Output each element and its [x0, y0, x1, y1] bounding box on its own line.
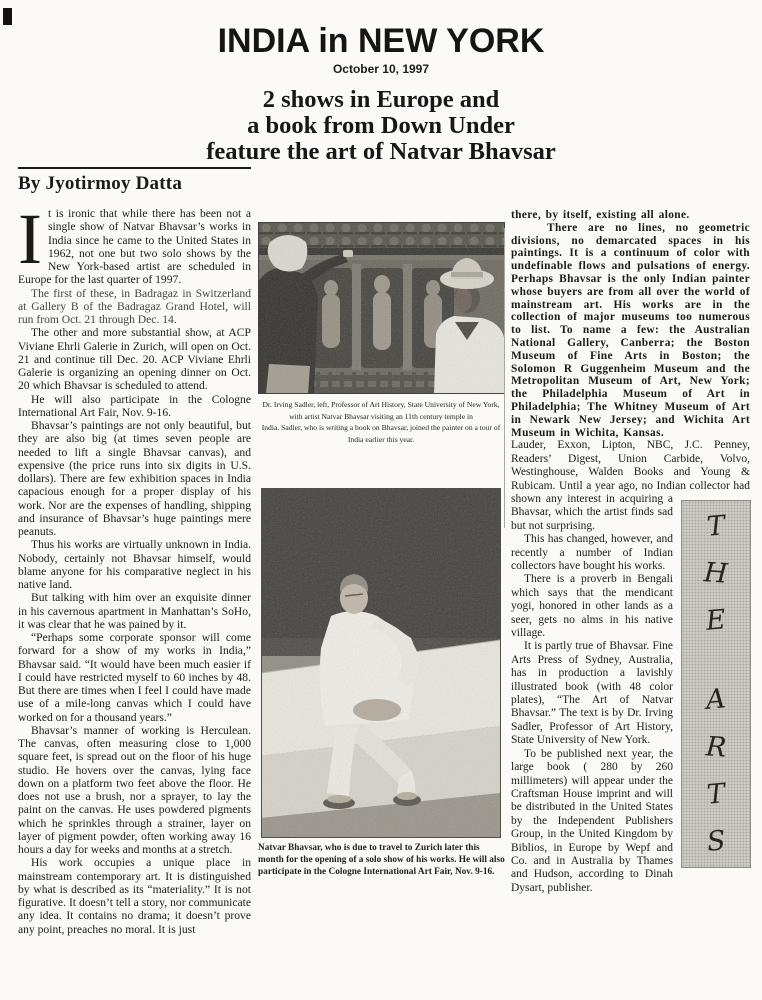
left-column	[18, 199, 251, 936]
paragraph: “Perhaps some corporate sponsor will come forward for a show of my works in India,” Bhavsar said. “It would have been much easier if I could have restricted myself to 60 inches by 48. But there are times when I feel I could have made use of a mile-long canvas which I could have worked on for a thousand years.”	[18, 631, 251, 724]
photo-bhavsar-seated	[261, 488, 501, 838]
photo1-caption	[254, 399, 508, 445]
paragraph: There is a proverb in Bengali which says that the mendicant yogi, honored in other lands as a seer, gets no alms in his native village.	[511, 573, 673, 640]
paragraph: The first of these, in Badragaz in Switzerland at Gallery B of the Badragaz Grand Hotel, will run from Oct. 21 through Dec. 14.	[18, 286, 251, 326]
banner-letter: A	[704, 683, 728, 717]
drop-cap: I	[18, 199, 42, 279]
paragraph: Bhavsar’s manner of working is Herculean. The canvas, often measuring close to 1,000 square feet, is spread out on the floor of his huge studio. He hovers over the canvas, lying face down on a platform two feet above the floor. He does not use a brush, nor a sprayer, to lay the paint on the canvas. He uses powdered pigments which he sprinkles through a strainer, layer on layer of pigment powder, often working away 16 hours a day for weeks and months at a stretch.	[18, 723, 251, 856]
headline-line: 2 shows in Europe and	[262, 86, 500, 113]
paragraph: He will also participate in the Cologne International Art Fair, Nov. 9-16.	[18, 392, 251, 419]
publication-title: INDIA in NEW YORK	[217, 22, 545, 60]
article-headline	[0, 87, 762, 165]
caption-line: Dr. Irving Sadler, left, Professor of Art History, State University of New York,	[262, 400, 500, 409]
paragraph: But talking with him over an exquisite dinner in his cavernous apartment in Manhattan’s SoHo, it was clear that he was pained by it.	[18, 591, 251, 631]
banner-letter: T	[705, 778, 727, 811]
paragraph: There are no lines, no geometric divisions, no demarcated spaces in his paintings. It is a continuum of color with undefinable flows and pulsations of energy. Perhaps Bhavsar is the only Indian painter whose buyers are from all over the world of mainstream art. His works are in the collection of major museums too numerous to list. To name a few: the Australian National Gallery, Canberra; the Boston Museum of Fine Arts in Boston; the Solomon R Guggenheim Museum and the Metropolitan Museum of Art, New York; the Philadelphia Museum of Art in Philadelphia; The Whitney Museum of Art in Newark New Jersey; and Wichita Art Museum in Wichita, Kansas.	[511, 221, 750, 439]
banner-letter: R	[704, 730, 728, 764]
paragraph-text: t is ironic that while there has been not a single show of Natvar Bhavsar’s works in India since he came to the United States in 1962, not one but two solo shows by the New York-based artist are scheduled in Europe for the last quarter of 1997.	[18, 207, 251, 287]
paragraph: This has changed, however, and recently a number of Indian collectors have bought his works.	[511, 533, 673, 572]
paragraph	[18, 199, 251, 287]
paragraph: The other and more substantial show, at ACP Viviane Ehrli Galerie in Zurich, will open on Oct. 21 and continue till Dec. 20. ACP Viviane Ehrli Galerie is organizing an opening dinner on Oct. 20 which Bhavsar is scheduled to attend.	[18, 326, 251, 393]
paragraph: Bhavsar’s paintings are not only beautiful, but they are also big (at times seven people are needed to lift a single Bhavsar canvas), and expensive (the price runs into six digits in U.S. dollars). There are few exhibition spaces in India capacious enough for a proper display of his work. Nor are the expenses of handling, shipping and insurance of Bhavsar’s huge paintings mere peanuts.	[18, 419, 251, 538]
caption-line: with artist Natvar Bhavsar visiting an 11th century temple in	[289, 411, 473, 421]
banner-letter: T	[705, 510, 727, 543]
paragraph: His work occupies a unique place in mainstream contemporary art. It is distinguished by what is described as its “materiality.” It is not figurative. It doesn’t tell a story, nor communicate any idea. It contains no drama; it doesn’t prove any point, preaches no moral. It is just	[18, 856, 251, 936]
float-spacer	[750, 209, 751, 500]
headline-line: feature the art of Natvar Bhavsar	[206, 138, 556, 165]
paragraph: It is partly true of Bhavsar. Fine Arts Press of Sydney, Australia, has in production a lavishly illustrated book (with 48 color plates), “The Art of Natvar Bhavsar.” The text is by Dr. Irving Sadler, Professor of Art History, State University of New York.	[511, 640, 673, 747]
paragraph: there, by itself, existing all alone.	[511, 209, 690, 221]
headline-line: a book from Down Under	[247, 112, 515, 139]
byline: By Jyotirmoy Datta	[18, 167, 251, 195]
issue-date: October 10, 1997	[332, 62, 430, 76]
photo-sadler-bhavsar-temple	[258, 222, 505, 394]
banner-letter: S	[705, 825, 727, 858]
right-column	[511, 209, 751, 895]
banner-letter: H	[703, 557, 729, 590]
banner-letter: E	[704, 604, 728, 638]
paragraph: Lauder, Exxon, Lipton, NBC, J.C. Penney, Readers’ Digest, Union Carbide, Volvo, Westinghouse, Walden Books and Young & Rubicam. Until a year ago, no Indian collector had shown any interest in acquiring a Bhavsar, which the artist finds sad but not surprising.	[511, 439, 750, 532]
photo2-caption: Natvar Bhavsar, who is due to travel to Zurich later this month for the opening of a solo show of his works. He will also participate in the Cologne International Art Fair, Nov. 9-16.	[258, 843, 505, 877]
paragraph: To be published next year, the large book ( 280 by 260 millimeters) will appear under the Craftsman House imprint and will be distributed in the United States by the Independent Publishers Group, in the United Kingdom by Biblios, in Europe by Wepf and Co. and in Australia by Thames and Hudson, according to Dinah Dysart, publisher.	[511, 747, 673, 894]
paragraph: Thus his works are virtually unknown in India. Nobody, certainly not Bhavsar himself, would blame anyone for his comparative neglect in his native land.	[18, 538, 251, 591]
caption-line: India. Sadler, who is writing a book on Bhavsar, joined the painter on a tour of India earlier this year.	[261, 423, 501, 444]
column-rule	[504, 228, 505, 528]
the-arts-vertical-banner	[681, 500, 751, 868]
